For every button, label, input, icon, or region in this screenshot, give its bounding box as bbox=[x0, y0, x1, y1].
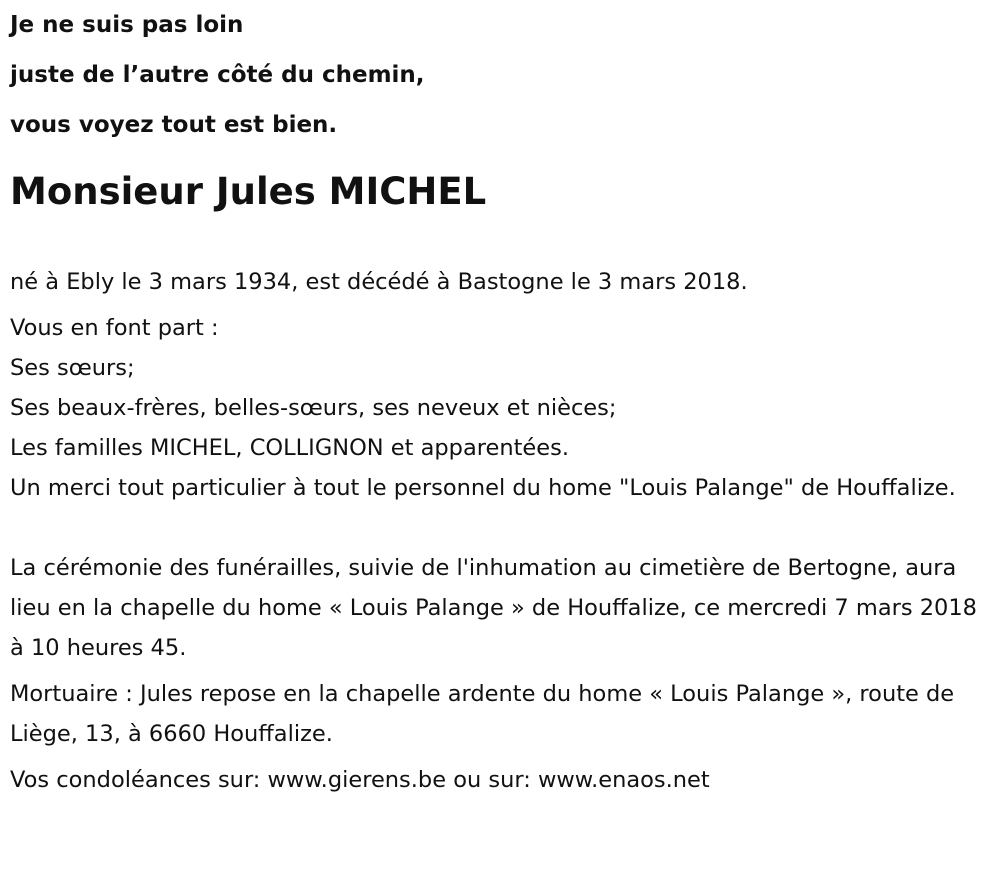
poem bbox=[10, 0, 1000, 150]
mortuary-paragraph: Mortuaire : Jules repose en la chapelle ardente du home « Louis Palange », route de Liège, 13, à 6660 Houffalize. bbox=[10, 681, 955, 747]
condolences-line: Vos condoléances sur: www.gierens.be ou sur: www.enaos.net bbox=[10, 767, 710, 793]
announcement-intro: Vous en font part : bbox=[10, 315, 219, 341]
birth-death-line: né à Ebly le 3 mars 1934, est décédé à Bastogne le 3 mars 2018. bbox=[10, 269, 748, 295]
family-line-1: Ses sœurs; bbox=[10, 355, 135, 381]
ceremony-paragraph: La cérémonie des funérailles, suivie de l'inhumation au cimetière de Bertogne, aura lieu en la chapelle du home « Louis Palange » de Houffalize, ce mercredi 7 mars 2018 à 10 heures 45. bbox=[10, 555, 977, 661]
poem-line-1: Je ne suis pas loin bbox=[10, 12, 244, 38]
thanks-line: Un merci tout particulier à tout le personnel du home "Louis Palange" de Houffalize. bbox=[10, 475, 956, 501]
poem-line-3: vous voyez tout est bien. bbox=[10, 112, 338, 138]
announcement bbox=[10, 308, 988, 508]
poem-line-2: juste de l’autre côté du chemin, bbox=[10, 62, 425, 88]
family-line-2: Ses beaux-frères, belles-sœurs, ses neveux et nièces; bbox=[10, 395, 617, 421]
deceased-name: Monsieur Jules MICHEL bbox=[10, 170, 487, 213]
family-line-3: Les familles MICHEL, COLLIGNON et apparentées. bbox=[10, 435, 569, 461]
